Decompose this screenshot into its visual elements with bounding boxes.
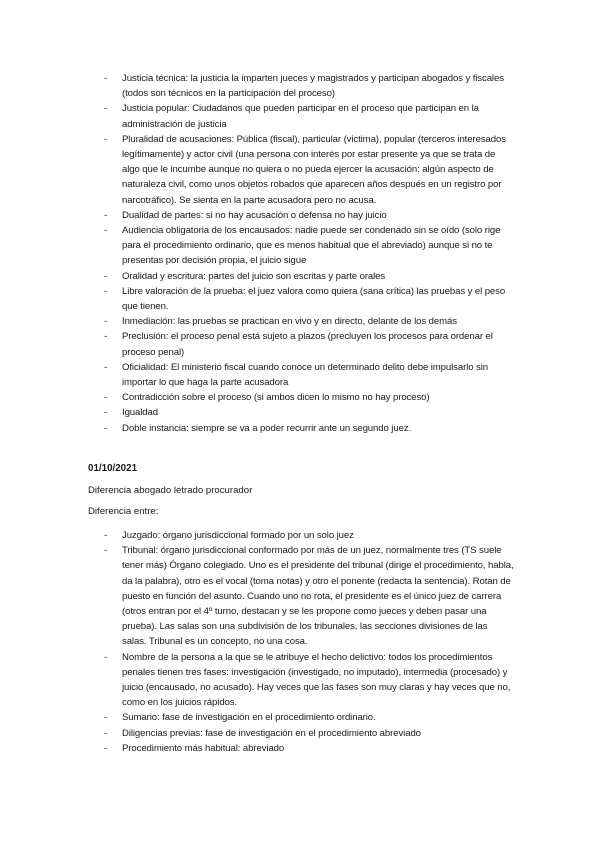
bullet-dash: - [104, 530, 108, 541]
list-item [0, 543, 600, 649]
list-item-text: Igualdad [122, 407, 159, 419]
bullet-dash: - [104, 727, 108, 739]
list-item-text: Justicia técnica: la justicia la imparten jueces y magistrados y participan abogados y fiscales (todos son técnicos en la participación del proceso) [122, 73, 504, 100]
list-item-text: Diligencias previas: fase de investigación en el procedimiento abreviado [122, 727, 421, 739]
bullet-dash: - [104, 285, 108, 297]
list-item [0, 132, 600, 208]
list-item [0, 741, 600, 756]
bullet-dash: - [104, 133, 108, 145]
bullet-dash: - [104, 407, 108, 419]
list-item [0, 314, 600, 329]
bullet-dash: - [104, 712, 108, 724]
bullet-dash: - [104, 392, 108, 404]
bullet-dash: - [104, 270, 108, 282]
paragraph-heading: Diferencia abogado letrado procurador [88, 485, 253, 496]
list-item [0, 405, 600, 420]
list-item-text: Preclusión: el proceso penal está sujeto a plazos (precluyen los procesos para ordenar el proceso penal) [122, 331, 493, 358]
list-item-text: Procedimiento más habitual: abreviado [122, 742, 285, 754]
list-item-text: Juzgado: órgano jurisdiccional formado por un solo juez [122, 530, 354, 541]
list-item [0, 650, 600, 711]
bullet-dash: - [104, 361, 108, 373]
list-item [0, 710, 600, 725]
bullet-dash: - [104, 209, 108, 221]
list-item [0, 71, 600, 101]
list-item [0, 528, 600, 543]
list-item [0, 269, 600, 284]
list-item [0, 223, 600, 269]
list-item-text: Libre valoración de la prueba: el juez valora como quiera (sana crítica) las pruebas y el peso que tienen. [122, 285, 506, 313]
list-item [0, 329, 600, 359]
list-item [0, 421, 600, 436]
list-item-text: Nombre de la persona a la que se le atribuye el hecho delictivo: todos los procedimientos penales tienen tres fases: investigación (investigado, no imputado), intermedia (procesado) y juicio (encausado, no acusado). Hay veces que las fases son muy claras y hay veces que no, como en los juicios rápidos. [122, 651, 511, 709]
list-item-text: Doble instancia: siempre se va a poder recurrir ante un segundo juez. [122, 422, 412, 434]
list-item-text: Dualidad de partes: si no hay acusación o defensa no hay juicio [122, 209, 387, 221]
list-item [0, 360, 600, 390]
list-item [0, 726, 600, 741]
list-item-text: Sumario: fase de investigación en el procedimiento ordinario. [122, 712, 376, 724]
bullet-dash: - [104, 73, 108, 84]
bullet-dash: - [104, 742, 108, 754]
list-item-text: Pluralidad de acusaciones: Pública (fiscal), particular (victima), popular (terceros interesados legítimamente) y actor civil (una persona con interés por estar presente ya que se trata de algo que le incumbe aunque no quiera o no pueda ejercer la acusación: algún aspecto de naturaleza civil, como unos objetos robados que aparecen años después en un registro por narcotráfico). Se sienta en la parte acusadora pero no acusa. [122, 133, 506, 206]
list-item [0, 284, 600, 314]
list-item [0, 390, 600, 405]
bullet-dash: - [104, 316, 108, 328]
list-item [0, 101, 600, 131]
bullet-dash: - [104, 103, 108, 115]
bullet-dash: - [104, 331, 108, 343]
bullet-dash: - [104, 225, 108, 237]
bullet-dash: - [104, 422, 108, 434]
list-item-text: Oficialidad: El ministerio fiscal cuando conoce un determinado delito debe impulsarlo sin importar lo que haga la parte acusadora [122, 361, 488, 389]
bullet-dash: - [104, 651, 108, 663]
list-item-text: Contradicción sobre el proceso (si ambos dicen lo mismo no hay proceso) [122, 392, 430, 404]
list-item-text: Tribunal: órgano jurisdiccional conformado por más de un juez, normalmente tres (TS suele tener más) Órgano colegiado. Uno es el presidente del tribunal (dirige el procedimiento, habla, da la palabra), otro es el vocal (toma notas) y otro el ponente (redacta la sentencia). Rotan de puesto en función del asunto. Cuando uno no rota, el presidente es el único juez de carrera (otros entran por el 4º turno, destacan y se les propone como jueces y deben pasar una prueba). Las salas son una subdivisión de los tribunales, las secciones divisiones de las salas. Tribunal es un concepto, no una cosa. [122, 545, 514, 648]
list-item-text: Inmediación: las pruebas se practican en vivo y en directo, delante de los demás [122, 316, 457, 328]
paragraph-intro: Diferencia entre: [88, 506, 159, 517]
principles-list [0, 71, 600, 436]
list-item-text: Audiencia obligatoria de los encausados: nadie puede ser condenado sin se oído (solo rige para el procedimiento ordinario, que es menos habitual que el abreviado) aunque si no te presentas por decisión propia, el juicio sigue [122, 225, 501, 267]
list-item-text: Oralidad y escritura: partes del juicio son escritas y parte orales [122, 270, 386, 282]
section-date: 01/10/2021 [88, 463, 138, 474]
list-item-text: Justicia popular: Ciudadanos que pueden participar en el proceso que participan en la administración de justicia [122, 103, 479, 130]
list-item [0, 208, 600, 223]
bullet-dash: - [104, 545, 108, 557]
definitions-list [0, 528, 600, 756]
